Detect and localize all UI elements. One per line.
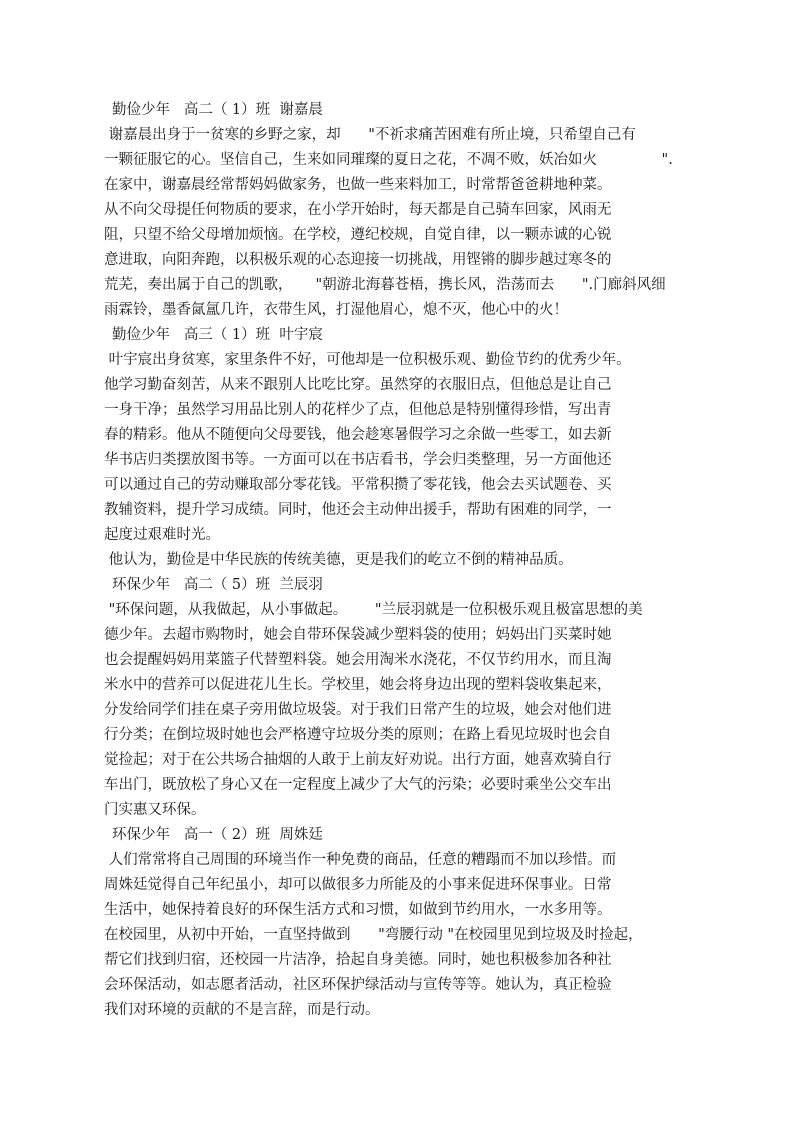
paragraph-line: 他学习勤奋刻苦，从来不跟别人比吃比穿。虽然穿的衣服旧点，但他总是让自己 [104, 377, 612, 393]
paragraph-line: 可以通过自己的劳动赚取部分零花钱。平常积攒了零花钱，他会去买试题卷、买 [104, 477, 612, 493]
paragraph-line: 从不向父母提任何物质的要求，在小学开始时，每天都是自己骑车回家，风雨无 [104, 202, 612, 218]
paragraph-line: 在校园里，从初中开始，一直坚持做到 "弯腰行动 "在校园里见到垃圾及时捡起， [104, 927, 643, 943]
paragraph-line: 华书店归类摆放图书等。一方面可以在书店看书，学会归类整理，另一方面他还 [104, 452, 612, 468]
paragraph-line: 周姝廷觉得自己年纪虽小，却可以做很多力所能及的小事来促进环保事业。日常 [104, 877, 612, 893]
paragraph-line: 在家中，谢嘉晨经常帮妈妈做家务，也做一些来料加工，时常帮爸爸耕地种菜。 [104, 177, 612, 193]
paragraph-line: 春的精彩。他从不随便向父母要钱，他会趁寒暑假学习之余做一些零工，如去新 [104, 427, 612, 443]
paragraph-line: 会环保活动，如志愿者活动，社区环保护绿活动与宣传等等。她认为，真正检验 [104, 977, 612, 993]
paragraph-line: 阻，只望不给父母增加烦恼。在学校，遵纪校规，自觉自律，以一颗赤诚的心锐 [104, 227, 612, 243]
paragraph-line: 也会提醒妈妈用菜篮子代替塑料袋。她会用淘米水浇花，不仅节约用水，而且淘 [104, 652, 612, 668]
paragraph-line: 荒芜，奏出属于自己的凯歌， "朝游北海暮苍梧，携长风，浩荡而去 ".门廊斜风细 [104, 277, 666, 293]
paragraph-line: 意进取，向阳奔跑，以积极乐观的心态迎接一切挑战，用铿锵的脚步越过寒冬的 [104, 252, 612, 268]
paragraph-line: 分发给同学们挂在桌子旁用做垃圾袋。对于我们日常产生的垃圾，她会对他们进 [104, 702, 612, 718]
paragraph-line: 德少年。去超市购物时，她会自带环保袋减少塑料袋的使用；妈妈出门买菜时她 [104, 627, 612, 643]
paragraph-line: 门实惠又环保。 [104, 802, 206, 818]
paragraph-line: 叶宇宸出身贫寒，家里条件不好，可他却是一位积极乐观、勤俭节约的优秀少年。 [104, 352, 631, 368]
section-heading: 环保少年 高一（ 2）班 周姝廷 [112, 827, 323, 843]
paragraph-line: 人们常常将自己周围的环境当作一种免费的商品，任意的糟蹋而不加以珍惜。而 [104, 852, 617, 868]
paragraph-line: "环保问题，从我做起，从小事做起。 "兰辰羽就是一位积极乐观且极富思想的美 [104, 602, 643, 618]
paragraph-line: 他认为，勤俭是中华民族的传统美德，更是我们的屹立不倒的精神品质。 [104, 552, 573, 568]
paragraph-line: 起度过艰难时光。 [104, 527, 220, 543]
paragraph-line: 教辅资料，提升学习成绩。同时，他还会主动伸出援手，帮助有困难的同学，一 [104, 502, 612, 518]
paragraph-line: 生活中，她保持着良好的环保生活方式和习惯，如做到节约用水，一水多用等。 [104, 902, 612, 918]
section-heading: 勤俭少年 高三（ 1）班 叶宇宸 [112, 327, 323, 343]
paragraph-line: 谢嘉晨出身于一贫寒的乡野之家，却 "不祈求痛苦困难有所止境，只希望自己有 [104, 127, 636, 143]
section-heading: 勤俭少年 高二（ 1）班 谢嘉晨 [112, 102, 323, 118]
paragraph-line: 米水中的营养可以促进花儿生长。学校里，她会将身边出现的塑料袋收集起来， [104, 677, 612, 693]
paragraph-line: 觉捡起；对于在公共场合抽烟的人敢于上前友好劝说。出行方面，她喜欢骑自行 [104, 752, 612, 768]
paragraph-line: 行分类；在倒垃圾时她也会严格遵守垃圾分类的原则；在路上看见垃圾时也会自 [104, 727, 612, 743]
paragraph-line: 车出门，既放松了身心又在一定程度上减少了大气的污染；必要时乘坐公交车出 [104, 777, 612, 793]
paragraph-line: 一颗征服它的心。坚信自己，生来如同璀璨的夏日之花，不凋不败，妖冶如火 ". [104, 152, 673, 168]
section-heading: 环保少年 高二（ 5）班 兰辰羽 [112, 577, 323, 593]
paragraph-line: 帮它们找到归宿，还校园一片洁净，拾起自身美德。同时，她也积极参加各种社 [104, 952, 612, 968]
paragraph-line: 我们对环境的贡献的不是言辞，而是行动。 [104, 1002, 380, 1018]
paragraph-line: 一身干净；虽然学习用品比别人的花样少了点，但他总是特别懂得珍惜，写出青 [104, 402, 612, 418]
paragraph-line: 雨霖铃，墨香氤氲几许，衣带生风，打湿他眉心，熄不灭，他心中的火！ [104, 302, 568, 318]
